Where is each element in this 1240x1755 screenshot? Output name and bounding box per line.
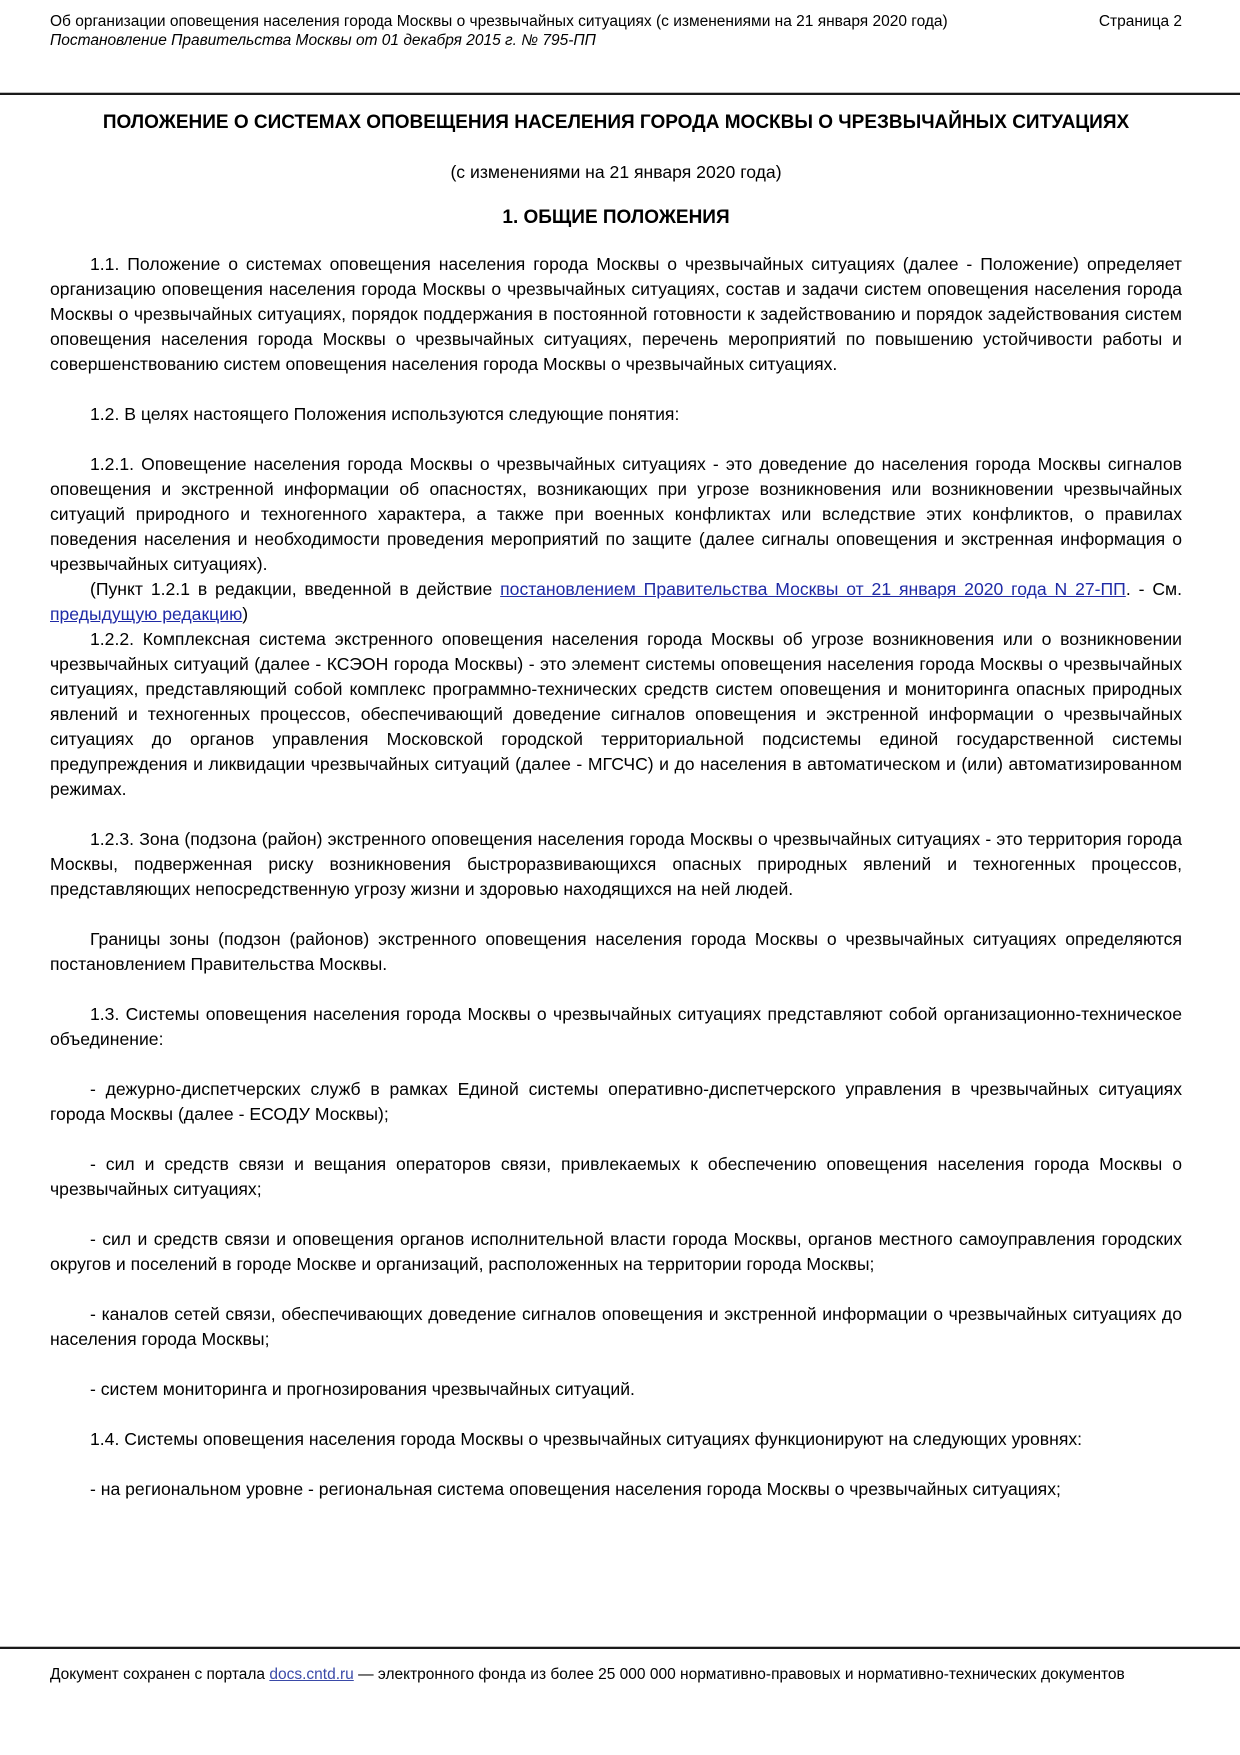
header-decree-reference: Постановление Правительства Москвы от 01 декабря 2015 г. № 795-ПП [50, 32, 596, 49]
list-item: - сил и средств связи и оповещения органов исполнительной власти города Москвы, органов местного самоуправления городских округов и поселений в городе Москве и организаций, расположенных на территории города Москвы; [50, 1229, 1182, 1274]
paragraph-1-4: 1.4. Системы оповещения населения города Москвы о чрезвычайных ситуациях функционируют на следующих уровнях: [90, 1429, 1083, 1449]
document-body [50, 110, 1182, 1502]
footer-divider [0, 1647, 1240, 1649]
header-page-number: Страница 2 [1098, 13, 1182, 30]
revision-note [50, 577, 1182, 627]
page-footer [50, 1665, 1182, 1684]
decree-link[interactable]: постановлением Правительства Москвы от 21 января 2020 года N 27-ПП [500, 579, 1126, 599]
paragraph-1-2-1: 1.2.1. Оповещение населения города Москвы о чрезвычайных ситуациях - это доведение до населения города Москвы сигналов оповещения и экстренной информации об опасностях, возникающих при угрозе возникновения или возникновении чрезвычайных ситуаций природного и техногенного характера, а также при военных конфликтах или вследствие этих конфликтов, о правилах поведения населения и необходимости проведения мероприятий по защите (далее сигналы оповещения и экстренная информация о чрезвычайных ситуациях). [50, 454, 1182, 574]
paragraph-1-1: 1.1. Положение о системах оповещения населения города Москвы о чрезвычайных ситуациях (далее - Положение) определяет организацию оповещения населения города Москвы о чрезвычайных ситуациях, состав и задачи систем оповещения населения города Москвы о чрезвычайных ситуациях, порядок поддержания в постоянной готовности к задействованию и порядок задействования систем оповещения населения города Москвы о чрезвычайных ситуациях, перечень мероприятий по повышению устойчивости работы и совершенствованию систем оповещения населения города Москвы о чрезвычайных ситуациях. [50, 254, 1182, 374]
portal-link[interactable]: docs.cntd.ru [269, 1666, 354, 1683]
footer-suffix: — электронного фонда из более 25 000 000 нормативно-правовых и нормативно-технических документов [353, 1666, 1125, 1683]
paragraph-1-2-3: 1.2.3. Зона (подзона (район) экстренного оповещения населения города Москвы о чрезвычайных ситуациях - это территория города Москвы, подверженная риску возникновения быстроразвивающихся опасных природных явлений и техногенных процессов, представляющих непосредственную угрозу жизни и здоровью находящихся на ней людей. [50, 829, 1182, 899]
footer-prefix: Документ сохранен с портала [50, 1666, 270, 1683]
revision-note-middle: . - См. [1125, 579, 1183, 599]
document-title: ПОЛОЖЕНИЕ О СИСТЕМАХ ОПОВЕЩЕНИЯ НАСЕЛЕНИЯ ГОРОДА МОСКВЫ О ЧРЕЗВЫЧАЙНЫХ СИТУАЦИЯХ [102, 112, 1130, 133]
paragraph-1-2: 1.2. В целях настоящего Положения используются следующие понятия: [90, 404, 680, 424]
list-item: - систем мониторинга и прогнозирования чрезвычайных ситуаций. [90, 1379, 635, 1399]
paragraph-1-2-2: 1.2.2. Комплексная система экстренного оповещения населения города Москвы об угрозе возникновения или о возникновении чрезвычайных ситуаций (далее - КСЭОН города Москвы) - это элемент системы оповещения населения города Москвы о чрезвычайных ситуациях, представляющий собой комплекс программно-технических средств систем оповещения и мониторинга опасных природных явлений и техногенных процессов, обеспечивающий доведение сигналов оповещения и экстренной информации о чрезвычайных ситуациях до органов управления Московской городской территориальной подсистемы единой государственной системы предупреждения и ликвидации чрезвычайных ситуаций (далее - МГСЧС) и до населения в автоматическом и (или) автоматизированном режимах. [50, 629, 1182, 799]
revision-note-prefix: (Пункт 1.2.1 в редакции, введенной в действие [90, 579, 501, 599]
page-header [50, 12, 1182, 50]
paragraph-1-3: 1.3. Системы оповещения населения города Москвы о чрезвычайных ситуациях представляют собой организационно-техническое объединение: [50, 1004, 1182, 1049]
list-item: - каналов сетей связи, обеспечивающих доведение сигналов оповещения и экстренной информации о чрезвычайных ситуациях до населения города Москвы; [50, 1304, 1182, 1349]
header-divider [0, 93, 1240, 95]
revision-note-suffix: ) [242, 604, 249, 624]
paragraph-zone-borders: Границы зоны (подзон (районов) экстренного оповещения населения города Москвы о чрезвычайных ситуациях определяются постановлением Правительства Москвы. [50, 929, 1182, 974]
previous-edition-link[interactable]: предыдущую редакцию [50, 604, 243, 624]
header-document-title: Об организации оповещения населения города Москвы о чрезвычайных ситуациях (с изменениями на 21 января 2020 года) [50, 13, 948, 30]
list-item: - дежурно-диспетчерских служб в рамках Единой системы оперативно-диспетчерского управления в чрезвычайных ситуациях города Москвы (далее - ЕСОДУ Москвы); [50, 1079, 1182, 1124]
section-heading: 1. ОБЩИЕ ПОЛОЖЕНИЯ [502, 207, 730, 228]
document-subtitle: (с изменениями на 21 января 2020 года) [450, 162, 782, 182]
list-item: - сил и средств связи и вещания операторов связи, привлекаемых к обеспечению оповещения населения города Москвы о чрезвычайных ситуациях; [50, 1154, 1182, 1199]
list-item: - на региональном уровне - региональная система оповещения населения города Москвы о чрезвычайных ситуациях; [90, 1479, 1061, 1499]
